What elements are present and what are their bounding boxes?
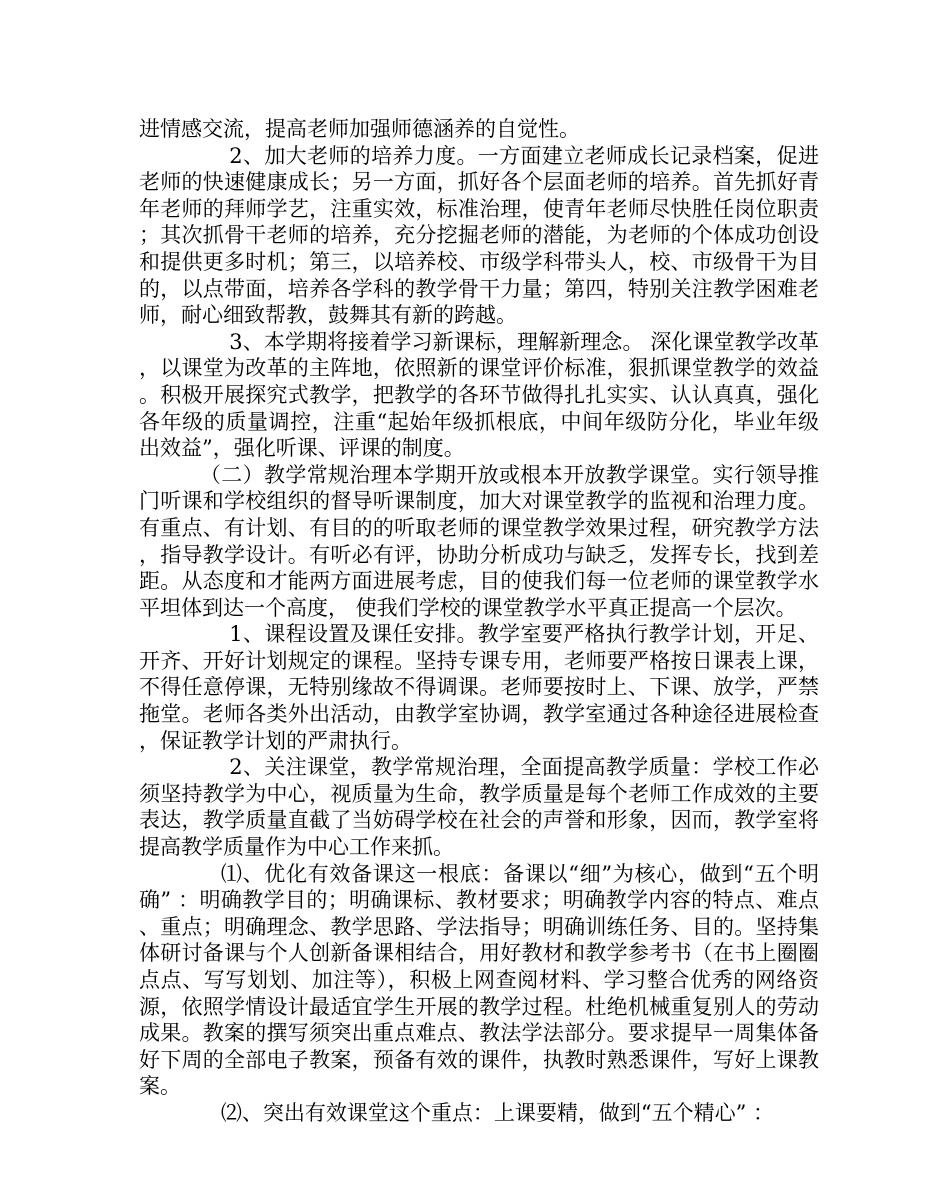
paragraph-continuation: 进情感交流，提高老师加强师德涵养的自觉性。 <box>139 117 580 141</box>
paragraph-teaching-routine: （二）教学常规治理本学期开放或根本开放教学课堂。实行领导推门听课和学校组织的督导听课制度，加大对课堂教学的监视和治理力度。有重点、有计划、有目的的听取老师的课堂教学效果过程，研究教学方法，指导教学设计。有听必有评，协助分析成功与缺乏，发挥专长，找到差距。从态度和才能两方面进展考虑，目的使我们每一位老师的课堂教学水平坦体到达一个高度， 使我们学校的课堂教学水平真正提高一个层次。 <box>139 462 819 620</box>
paragraph-new-curriculum: 3、本学期将接着学习新课标，理解新理念。 深化课堂教学改革，以课堂为改革的主阵地，依照新的课堂评价标准，狠抓课堂教学的效益。积极开展探究式教学，把教学的各环节做得扎扎实实、认认真真，强化各年级的质量调控，注重“起始年级抓根底，中间年级防分化，毕业年级出效益”，强化听课、评课的制度。 <box>139 329 819 461</box>
paragraph-teacher-training: 2、加大老师的培养力度。一方面建立老师成长记录档案，促进老师的快速健康成长；另一方面，抓好各个层面老师的培养。首先抓好青年老师的拜师学艺，注重实效，标准治理，使青年老师尽快胜任岗位职责；其次抓骨干老师的培养，充分挖掘老师的潜能，为老师的个体成功创设和提供更多时机；第三，以培养校、市级学科带头人，校、市级骨干为目的，以点带面，培养各学科的教学骨干力量；第四，特别关注教学困难老师，耐心细致帮教，鼓舞其有新的跨越。 <box>139 143 819 328</box>
paragraph-focus-classroom: 2、关注课堂，教学常规治理，全面提高教学质量：学校工作必须坚持教学为中心，视质量为生命，教学质量是每个老师工作成效的主要表达，教学质量直截了当妨碍学校在社会的声誉和形象，因而，教学室将提高教学质量作为中心工作来抓。 <box>139 755 819 860</box>
paragraph-effective-class: ⑵、突出有效课堂这个重点：上课要精，做到“五个精心” ： <box>220 1100 775 1125</box>
paragraph-course-setup: 1、课程设置及课任安排。教学室要严格执行教学计划，开足、开齐、开好计划规定的课程。坚持专课专用，老师要严格按日课表上课，不得任意停课，无特别缘故不得调课。老师要按时上、下课、放学，严禁拖堂。老师各类外出活动，由教学室协调，教学室通过各种途径进展检查，保证教学计划的严肃执行。 <box>139 622 819 753</box>
paragraph-effective-prep: ⑴、优化有效备课这一根底：备课以“细”为核心，做到“五个明确” ：明确教学目的；明确课标、教材要求；明确教学内容的特点、难点、重点；明确理念、教学思路、学法指导；明确训练任务、目的。坚持集体研讨备课与个人创新备课相结合，用好教材和教学参考书（在书上圈圈点点、写写划划、加注等），积极上网查阅材料、学习整合优秀的网络资源，依照学情设计最适宜学生开展的教学过程。杜绝机械重复别人的劳动成果。教案的撰写须突出重点难点、教法学法部分。要求提早一周集体备好下周的全部电子教案，预备有效的课件，执教时熟悉课件，写好上课教案。 <box>139 861 819 1099</box>
document-body <box>139 116 819 1127</box>
